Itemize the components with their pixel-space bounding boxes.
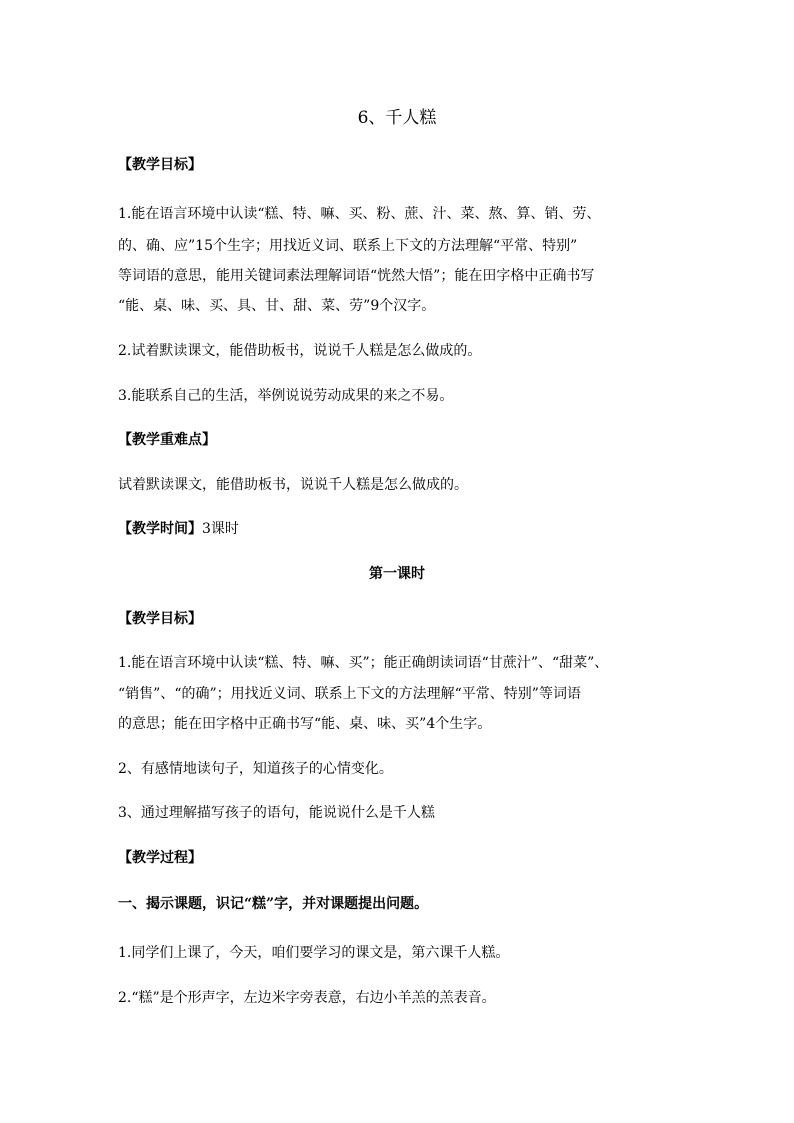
step-1-item-2: 2.“糕”是个形声字，左边米字旁表意，右边小羊羔的羔表音。	[118, 990, 496, 1006]
goal-1-line-2: 的、确、应”15个生字；用找近义词、联系上下文的方法理解“平常、特别”	[118, 238, 578, 254]
teaching-goals-heading: 【教学目标】	[118, 157, 202, 173]
lesson-1-goal-3: 3、通过理解描写孩子的语句，能说说什么是千人糕	[118, 805, 435, 821]
key-points-heading: 【教学重难点】	[118, 432, 216, 448]
lesson-1-title: 第一课时	[369, 566, 425, 582]
goal-1-line-4: “能、桌、味、买、具、甘、甜、菜、劳”9个汉字。	[118, 298, 436, 314]
teaching-time	[118, 519, 239, 539]
teaching-process-heading: 【教学过程】	[118, 850, 202, 866]
lesson-1-goals-heading: 【教学目标】	[118, 611, 202, 627]
teaching-time-value: 3课时	[202, 521, 239, 537]
step-1-heading: 一、揭示课题，识记“糕”字，并对课题提出问题。	[118, 896, 429, 912]
step-1-item-1: 1.同学们上课了，今天，咱们要学习的课文是，第六课千人糕。	[118, 945, 510, 961]
goal-1-line-3: 等词语的意思，能用关键词素法理解词语“恍然大悟”；能在田字格中正确书写	[118, 268, 595, 284]
goal-1-line-1: 1.能在语言环境中认读“糕、特、嘛、买、粉、蔗、汁、菜、熬、算、销、劳、	[118, 206, 601, 222]
goal-2: 2.试着默读课文，能借助板书，说说千人糕是怎么做成的。	[118, 343, 482, 359]
goal-3: 3.能联系自己的生活，举例说说劳动成果的来之不易。	[118, 388, 454, 404]
teaching-time-heading: 【教学时间】	[118, 521, 202, 537]
lesson-1-goal-1-line-3: 的意思；能在田字格中正确书写“能、桌、味、买”4个生字。	[118, 716, 492, 732]
key-points-text: 试着默读课文，能借助板书，说说千人糕是怎么做成的。	[118, 477, 468, 493]
lesson-1-goal-1-line-1: 1.能在语言环境中认读“糕、特、嘛、买”；能正确朗读词语“甘蔗汁”、“甜菜”、	[118, 655, 609, 671]
lesson-1-goal-1-line-2: “销售”、“的确”；用找近义词、联系上下文的方法理解“平常、特别”等词语	[118, 686, 581, 702]
lesson-1-goal-2: 2、有感情地读句子，知道孩子的心情变化。	[118, 761, 393, 777]
document-title: 6、千人糕	[357, 108, 437, 128]
